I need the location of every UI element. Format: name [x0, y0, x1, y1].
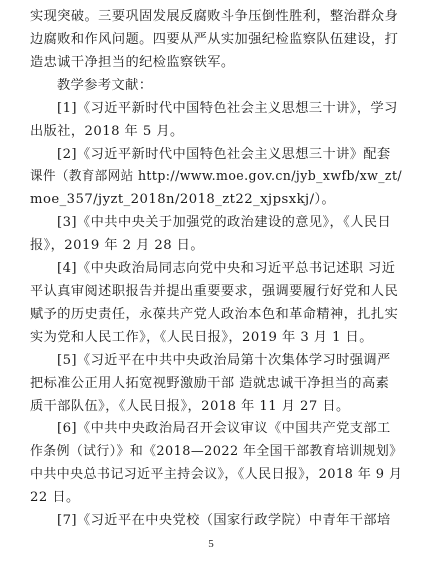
reference-line: 22 日。	[30, 490, 80, 506]
reference-line: 作条例（试行）》和《2018—2022 年全国干部教育培训规划》	[30, 444, 403, 460]
reference-line: 报》，2019 年 2 月 28 日。	[30, 238, 204, 254]
reference-line: [7]《习近平在中央党校（国家行政学院）中青年干部培	[57, 513, 391, 528]
reference-line: [5]《习近平在中共中央政治局第十次集体学习时强调严	[57, 352, 391, 368]
reference-line: 出版社，2018 年 5 月。	[30, 123, 184, 139]
reference-line: [4]《中央政治局同志向党中央和习近平总书记述职 习近	[57, 261, 396, 276]
paragraph-line: 造忠诚干净担当的纪检监察铁军。	[30, 54, 235, 70]
reference-line: [2]《习近平新时代中国特色社会主义思想三十讲》配套	[57, 146, 391, 162]
reference-line: [3]《中共中央关于加强党的政治建设的意见》，《人民日	[57, 215, 392, 231]
reference-line: 实为党和人民工作》，《人民日报》，2019 年 3 月 1 日。	[30, 329, 373, 345]
reference-line: 质干部队伍》，《人民日报》，2018 年 11 月 27 日。	[30, 398, 350, 414]
reference-line: 课件（教育部网站 http://www.moe.gov.cn/jyb_xwfb/xw_zt/	[30, 169, 403, 185]
references-heading: 教学参考文献：	[57, 77, 153, 93]
reference-line: 把标准公正用人拓宽视野激励干部 造就忠诚干净担当的高素	[30, 375, 390, 391]
reference-line: [1]《习近平新时代中国特色社会主义思想三十讲》，学习	[57, 100, 398, 116]
reference-line: 平认真审阅述职报告并提出重要要求，强调要履行好党和人民	[30, 283, 399, 299]
reference-line: [6]《中共中央政治局召开会议审议《中国共产党支部工	[57, 421, 391, 437]
paragraph-line: 实现突破。三要巩固发展反腐败斗争压倒性胜利，整治群众身	[30, 9, 399, 24]
paragraph-line: 边腐败和作风问题。四要从严从实加强纪检监察队伍建设，打	[30, 31, 399, 47]
reference-line: moe_357/jyzt_2018n/2018_zt22_xjpsxkj/）。	[30, 192, 336, 208]
reference-line: 中共中央总书记习近平主持会议》，《人民日报》，2018 年 9 月	[30, 467, 403, 483]
page-number: 5	[208, 538, 214, 550]
reference-line: 赋予的历史责任，永葆共产党人政治本色和革命精神，扎扎实	[30, 306, 399, 322]
